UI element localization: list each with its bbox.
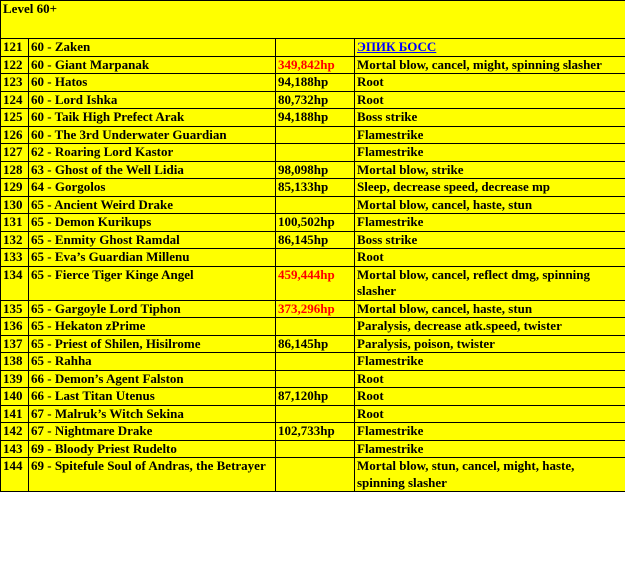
boss-skills: Boss strike: [355, 231, 625, 249]
table-row: [1, 161, 625, 179]
boss-hp: 85,133hp: [276, 179, 355, 197]
row-number: 136: [1, 318, 29, 336]
boss-name: 60 - Lord Ishka: [29, 91, 276, 109]
boss-skills: Boss strike: [355, 109, 625, 127]
boss-name: 65 - Fierce Tiger Kinge Angel: [29, 266, 276, 300]
table-row: [1, 266, 625, 300]
row-number: 126: [1, 126, 29, 144]
boss-skills: Root: [355, 405, 625, 423]
table-row: [1, 318, 625, 336]
boss-hp: 80,732hp: [276, 91, 355, 109]
table-row: [1, 370, 625, 388]
boss-hp: 239,476hp: [276, 440, 355, 458]
boss-name: 66 - Last Titan Utenus: [29, 388, 276, 406]
boss-skills: Flamestrike: [355, 214, 625, 232]
boss-hp: 349,842hp: [276, 56, 355, 74]
row-number: 125: [1, 109, 29, 127]
row-number: 143: [1, 440, 29, 458]
boss-hp: 373,296hp: [276, 300, 355, 318]
row-number: 124: [1, 91, 29, 109]
row-number: 128: [1, 161, 29, 179]
boss-hp: 94,188hp: [276, 74, 355, 92]
boss-skills: Paralysis, poison, twister: [355, 335, 625, 353]
boss-name: 60 - The 3rd Underwater Guardian: [29, 126, 276, 144]
table-row: [1, 109, 625, 127]
boss-name: 63 - Ghost of the Well Lidia: [29, 161, 276, 179]
boss-hp: 98,098hp: [276, 161, 355, 179]
boss-hp: 186,648hp: [276, 318, 355, 336]
table-row: [1, 214, 625, 232]
boss-hp: 232,323hp: [276, 370, 355, 388]
boss-skills: Root: [355, 388, 625, 406]
boss-skills: Mortal blow, cancel, haste, stun: [355, 300, 625, 318]
table-row: [1, 144, 625, 162]
boss-name: 65 - Enmity Ghost Ramdal: [29, 231, 276, 249]
table-row: [1, 458, 625, 492]
boss-hp: 188,376hp: [276, 126, 355, 144]
boss-hp: 102,733hp: [276, 423, 355, 441]
boss-name: 65 - Eva’s Guardian Millenu: [29, 249, 276, 267]
boss-name: 60 - Giant Marpanak: [29, 56, 276, 74]
boss-skills: Root: [355, 370, 625, 388]
boss-skills: Flamestrike: [355, 423, 625, 441]
boss-name: 65 - Gargoyle Lord Tiphon: [29, 300, 276, 318]
row-number: 133: [1, 249, 29, 267]
boss-skills: Flamestrike: [355, 440, 625, 458]
row-number: 144: [1, 458, 29, 492]
row-number: 138: [1, 353, 29, 371]
table-row: [1, 249, 625, 267]
table-row: [1, 405, 625, 423]
row-number: 130: [1, 196, 29, 214]
boss-hp: [276, 39, 355, 57]
boss-skills: Flamestrike: [355, 353, 625, 371]
boss-hp: 86,145hp: [276, 335, 355, 353]
table-row: [1, 231, 625, 249]
table-row: [1, 74, 625, 92]
row-number: 127: [1, 144, 29, 162]
boss-hp: 229,722hp: [276, 249, 355, 267]
table-row: [1, 353, 625, 371]
boss-skills: Mortal blow, strike: [355, 161, 625, 179]
row-number: 135: [1, 300, 29, 318]
boss-name: 62 - Roaring Lord Kastor: [29, 144, 276, 162]
table-body: [1, 1, 625, 492]
boss-skills: Paralysis, decrease atk.speed, twister: [355, 318, 625, 336]
epic-boss-cell: [355, 39, 625, 57]
table-row: [1, 196, 625, 214]
boss-skills: Mortal blow, cancel, reflect dmg, spinning slasher: [355, 266, 625, 300]
level-header-row: [1, 1, 625, 39]
boss-hp: 186,648hp: [276, 353, 355, 371]
boss-name: 60 - Zaken: [29, 39, 276, 57]
epic-boss-link[interactable]: ЭПИК БОСС: [357, 39, 437, 54]
row-number: 134: [1, 266, 29, 300]
boss-hp: 190,791hp: [276, 405, 355, 423]
boss-hp: 94,188hp: [276, 109, 355, 127]
row-number: 141: [1, 405, 29, 423]
boss-hp: 193,644hp: [276, 144, 355, 162]
table-row: [1, 91, 625, 109]
boss-name: 65 - Priest of Shilen, Hisilrome: [29, 335, 276, 353]
row-number: 132: [1, 231, 29, 249]
row-number: 142: [1, 423, 29, 441]
table-row: [1, 39, 625, 57]
boss-name: 69 - Spitefule Soul of Andras, the Betrayer: [29, 458, 276, 492]
row-number: 140: [1, 388, 29, 406]
boss-name: 65 - Rahha: [29, 353, 276, 371]
table-row: [1, 56, 625, 74]
boss-name: 64 - Gorgolos: [29, 179, 276, 197]
boss-name: 69 - Bloody Priest Rudelto: [29, 440, 276, 458]
boss-name: 65 - Ancient Weird Drake: [29, 196, 276, 214]
boss-skills: Root: [355, 249, 625, 267]
boss-name: 67 - Nightmare Drake: [29, 423, 276, 441]
boss-hp: 87,120hp: [276, 388, 355, 406]
boss-name: 60 - Taik High Prefect Arak: [29, 109, 276, 127]
row-number: 129: [1, 179, 29, 197]
table-row: [1, 179, 625, 197]
boss-hp: 209,541hp: [276, 458, 355, 492]
boss-skills: Mortal blow, stun, cancel, might, haste, spinning slasher: [355, 458, 625, 492]
boss-skills: Mortal blow, cancel, haste, stun: [355, 196, 625, 214]
boss-name: 65 - Demon Kurikups: [29, 214, 276, 232]
boss-name: 67 - Malruk’s Witch Sekina: [29, 405, 276, 423]
boss-skills: Mortal blow, cancel, might, spinning slasher: [355, 56, 625, 74]
row-number: 121: [1, 39, 29, 57]
boss-name: 66 - Demon’s Agent Falston: [29, 370, 276, 388]
table-row: [1, 440, 625, 458]
level-header: Level 60+: [1, 1, 625, 39]
boss-skills: Root: [355, 74, 625, 92]
table-row: [1, 300, 625, 318]
boss-name: 65 - Hekaton zPrime: [29, 318, 276, 336]
row-number: 137: [1, 335, 29, 353]
boss-skills: Root: [355, 91, 625, 109]
boss-hp: 459,444hp: [276, 266, 355, 300]
row-number: 131: [1, 214, 29, 232]
boss-skills: Flamestrike: [355, 126, 625, 144]
boss-skills: Flamestrike: [355, 144, 625, 162]
table-row: [1, 388, 625, 406]
boss-skills: Sleep, decrease speed, decrease mp: [355, 179, 625, 197]
table-row: [1, 126, 625, 144]
table-row: [1, 423, 625, 441]
boss-hp: 86,145hp: [276, 231, 355, 249]
row-number: 123: [1, 74, 29, 92]
table-row: [1, 335, 625, 353]
row-number: 139: [1, 370, 29, 388]
boss-hp: 201,006hp: [276, 196, 355, 214]
boss-name: 60 - Hatos: [29, 74, 276, 92]
row-number: 122: [1, 56, 29, 74]
boss-hp: 100,502hp: [276, 214, 355, 232]
